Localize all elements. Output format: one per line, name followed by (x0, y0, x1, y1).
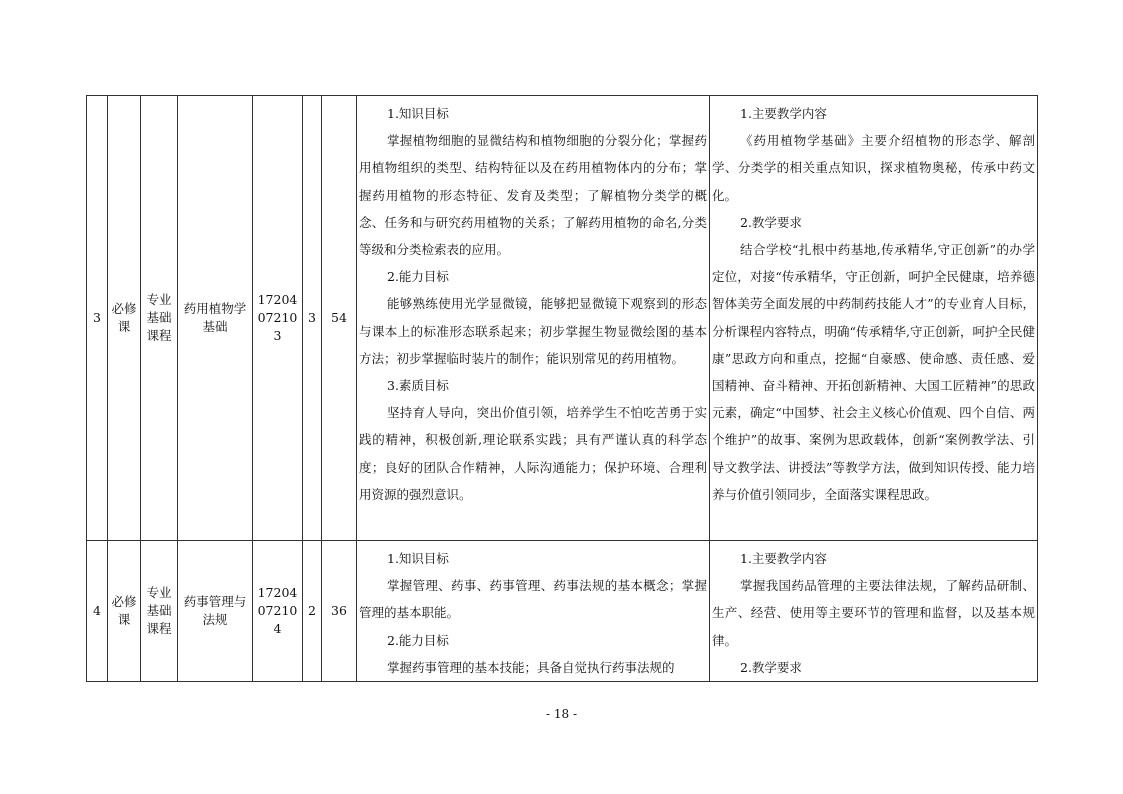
section-heading: 1.知识目标 (387, 551, 449, 566)
course-type: 必修课 (111, 594, 137, 627)
course-name: 药用植物学基础 (183, 301, 247, 334)
course-content (710, 96, 1037, 508)
section-paragraph: 掌握管理、药事、药事管理、药事法规的基本概念；掌握管理的基本职能。 (359, 578, 707, 621)
course-category: 专业基础课程 (146, 292, 172, 343)
section-heading: 3.素质目标 (387, 378, 449, 394)
section-paragraph: 掌握药事管理的基本技能；具备自觉执行药事法规的 (387, 659, 675, 675)
section-paragraph: 能够熟练使用光学显微镜，能够把显微镜下观察到的形态与课本上的标准形态联系起来；初步掌握生物显微绘图的基本方法；初步掌握临时装片的制作；能识别常见的药用植物。 (359, 296, 707, 366)
section-heading: 2.教学要求 (740, 659, 802, 675)
course-credits: 2 (303, 541, 322, 682)
table-row (87, 541, 1038, 682)
section-heading: 1.主要教学内容 (740, 106, 827, 121)
course-hours: 54 (322, 96, 357, 541)
section-heading: 1.主要教学内容 (740, 551, 827, 566)
course-number: 4 (87, 541, 108, 682)
section-heading: 2.教学要求 (740, 214, 802, 230)
course-code: 17204072103 (257, 292, 298, 343)
course-category: 专业基础课程 (146, 585, 172, 636)
course-code: 17204072104 (257, 585, 298, 636)
course-number: 3 (87, 96, 108, 541)
course-objectives (357, 96, 709, 508)
section-paragraph: 《药用植物学基础》主要介绍植物的形态学、解剖学、分类学的相关重点知识，探求植物奥秘，传承中药文化。 (712, 133, 1035, 203)
section-paragraph: 掌握我国药品管理的主要法律法规，了解药品研制、生产、经营、使用等主要环节的管理和监督，以及基本规律。 (712, 578, 1035, 648)
course-objectives (357, 541, 709, 681)
course-type: 必修课 (111, 301, 137, 334)
section-heading: 2.能力目标 (387, 632, 449, 648)
section-paragraph: 结合学校“扎根中药基地,传承精华,守正创新”的办学定位，对接“传承精华，守正创新，呵护全民健康，培养德智体美劳全面发展的中药制药技能人才”的专业育人目标，分析课程内容特点，明确“传承精华,守正创新，呵护全民健康”思政方向和重点，挖掘“自豪感、使命感、责任感、爱国精神、奋斗精神、开拓创新精神、大国工匠精神”的思政元素，确定“中国梦、社会主义核心价值观、四个自信、两个维护”的故事、案例为思政载体，创新“案例教学法、引导文教学法、讲授法”等教学方法，做到知识传授、能力培养与价值引领同步，全面落实课程思政。 (712, 242, 1035, 502)
course-name: 药事管理与法规 (183, 594, 247, 627)
table-row (87, 96, 1038, 541)
page-number: - 18 - (545, 707, 577, 721)
course-credits: 3 (303, 96, 322, 541)
section-paragraph: 掌握植物细胞的显微结构和植物细胞的分裂分化；掌握药用植物组织的类型、结构特征以及在药用植物体内的分布；掌握药用植物的形态特征、发育及类型；了解植物分类学的概念、任务和与研究药用植物的关系；了解药用植物的命名,分类等级和分类检索表的应用。 (359, 133, 707, 258)
section-paragraph: 坚持育人导向，突出价值引领，培养学生不怕吃苦勇于实践的精神，积极创新,理论联系实践；具有严谨认真的科学态度；良好的团队合作精神，人际沟通能力；保护环境、合理利用资源的强烈意识。 (359, 405, 707, 502)
course-content (710, 541, 1037, 681)
course-table (86, 95, 1038, 682)
section-heading: 1.知识目标 (387, 106, 449, 121)
section-heading: 2.能力目标 (387, 269, 449, 285)
course-hours: 36 (322, 541, 357, 682)
